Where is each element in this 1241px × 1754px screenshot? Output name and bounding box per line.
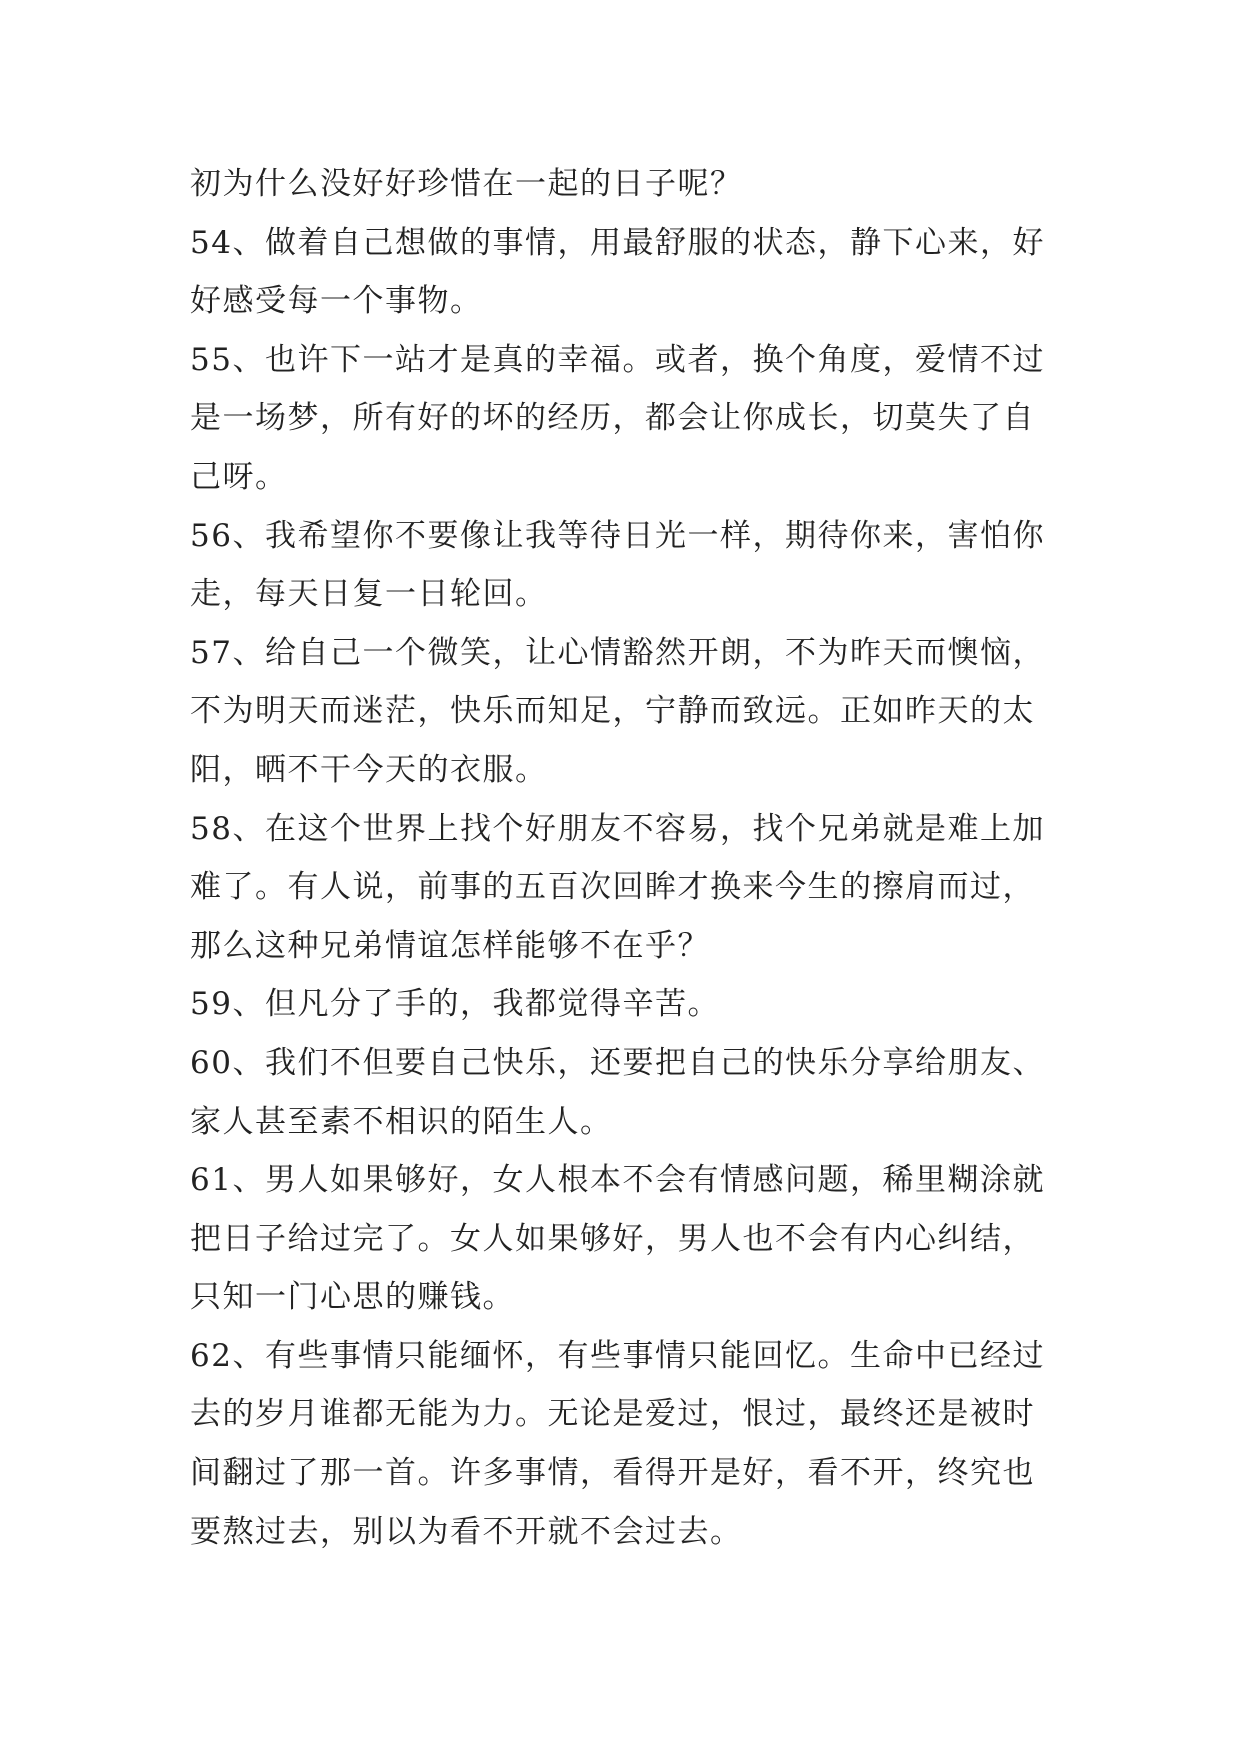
text-line: 要熬过去，别以为看不开就不会过去。 [190, 1513, 743, 1550]
text-line: 62、有些事情只能缅怀，有些事情只能回忆。生命中已经过 [190, 1337, 1045, 1374]
text-line: 己呀。 [190, 458, 288, 495]
text-line: 去的岁月谁都无能为力。无论是爱过，恨过，最终还是被时 [190, 1396, 1035, 1433]
text-line: 61、男人如果够好，女人根本不会有情感问题，稀里糊涂就 [190, 1162, 1045, 1199]
text-line: 58、在这个世界上找个好朋友不容易，找个兄弟就是难上加 [190, 810, 1045, 847]
text-line: 家人甚至素不相识的陌生人。 [190, 1103, 613, 1140]
text-line: 把日子给过完了。女人如果够好，男人也不会有内心纠结， [190, 1220, 1035, 1257]
text-line: 57、给自己一个微笑，让心情豁然开朗，不为昨天而懊恼， [190, 634, 1045, 671]
text-line: 阳，晒不干今天的衣服。 [190, 751, 548, 788]
text-line: 60、我们不但要自己快乐，还要把自己的快乐分享给朋友、 [190, 1044, 1045, 1081]
body-text [190, 155, 1070, 1561]
text-line: 好感受每一个事物。 [190, 283, 483, 320]
text-line: 56、我希望你不要像让我等待日光一样，期待你来，害怕你 [190, 517, 1045, 554]
text-line: 55、也许下一站才是真的幸福。或者，换个角度，爱情不过 [190, 341, 1045, 378]
text-line: 只知一门心思的赚钱。 [190, 1279, 515, 1316]
text-line: 是一场梦，所有好的坏的经历，都会让你成长，切莫失了自 [190, 400, 1035, 437]
text-line: 那么这种兄弟情谊怎样能够不在乎？ [190, 927, 710, 964]
text-line: 难了。有人说，前事的五百次回眸才换来今生的擦肩而过， [190, 869, 1035, 906]
text-line: 54、做着自己想做的事情，用最舒服的状态，静下心来，好 [190, 224, 1045, 261]
text-line: 59、但凡分了手的，我都觉得辛苦。 [190, 986, 720, 1023]
text-line: 不为明天而迷茫，快乐而知足，宁静而致远。正如昨天的太 [190, 693, 1035, 730]
text-line: 间翻过了那一首。许多事情，看得开是好，看不开，终究也 [190, 1455, 1035, 1492]
text-line: 走，每天日复一日轮回。 [190, 576, 548, 613]
text-line: 初为什么没好好珍惜在一起的日子呢？ [190, 166, 743, 202]
